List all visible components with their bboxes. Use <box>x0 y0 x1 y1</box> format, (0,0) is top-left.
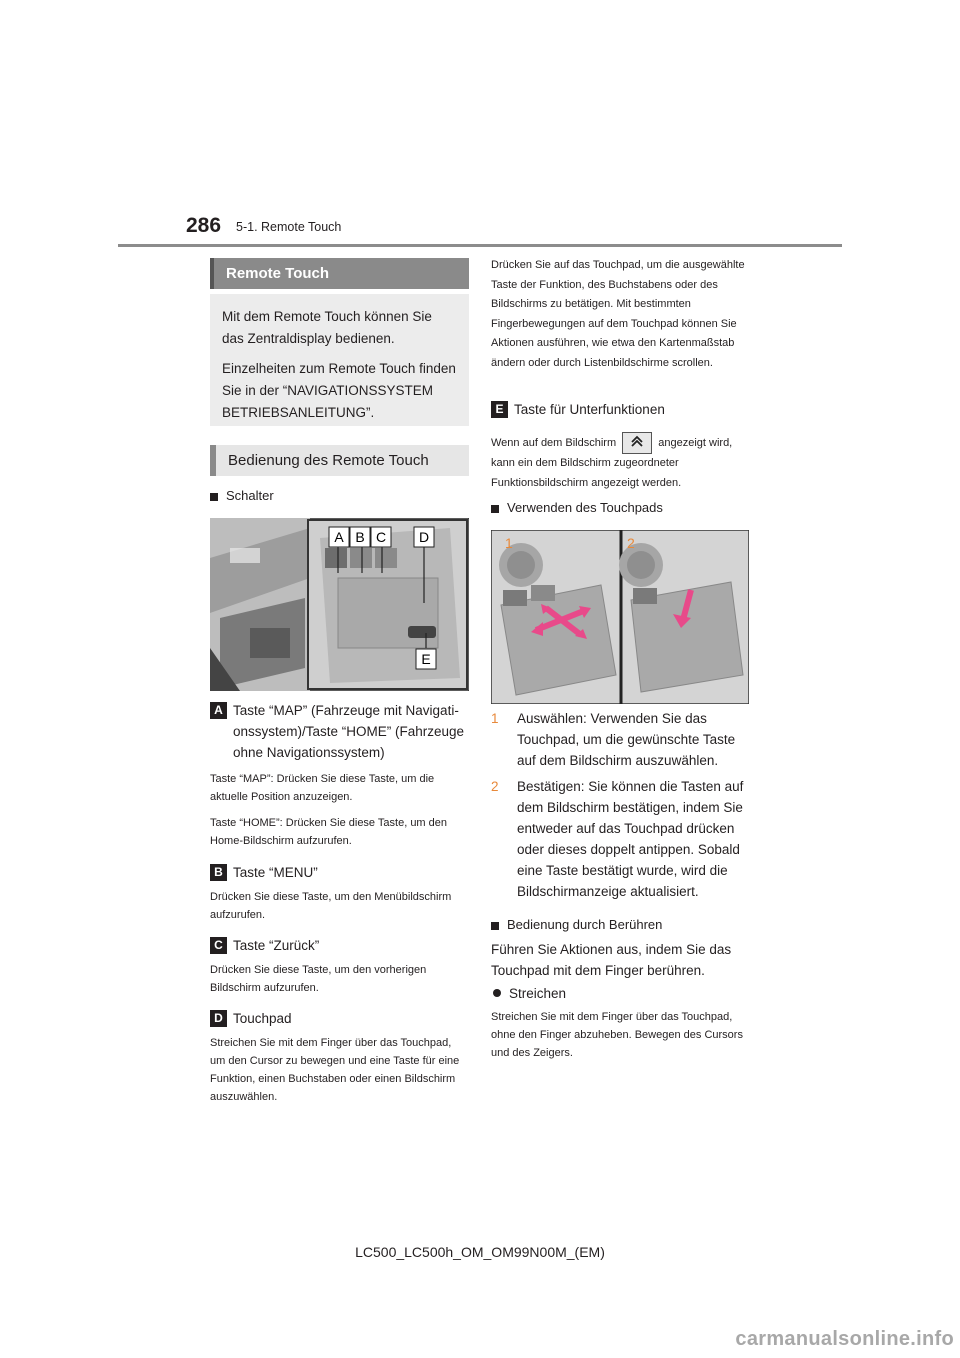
sub-function-icon <box>622 432 652 454</box>
step-2-number: 2 <box>491 779 499 794</box>
label-c: C <box>210 937 227 954</box>
bullet-streichen-text: Streichen <box>509 986 567 1001</box>
switches-figure <box>210 518 469 691</box>
touchpad-heading <box>491 500 663 515</box>
item-a-note-2: Taste “HOME”: Drücken Sie diese Taste, um den Home-Bildschirm aufzurufen. <box>210 817 448 847</box>
svg-text:A: A <box>334 529 344 545</box>
item-a-note-1: Taste “MAP”: Drücken Sie diese Taste, um die aktuelle Position anzuzeigen. <box>210 773 435 803</box>
figure-number-1: 1 <box>505 535 513 551</box>
item-a-title: Taste “MAP” (Fahrzeuge mit Navigationssystem)/Taste “HOME” (Fahrzeuge ohne Navigationssystem) <box>233 703 465 760</box>
item-b-title: Taste “MENU” <box>233 865 318 880</box>
square-bullet-icon <box>491 922 499 930</box>
touchpad-heading-text: Verwenden des Touchpads <box>507 500 663 515</box>
item-e <box>491 399 753 420</box>
intro-paragraph-2: Einzelheiten zum Remote Touch finden Sie in der “NAVIGATIONSSYSTEM BETRIEBSANLEITUNG”. <box>222 361 456 420</box>
label-d: D <box>210 1010 227 1027</box>
step-2 <box>491 776 753 902</box>
watermark: carmanualsonline.info <box>735 1328 954 1350</box>
step-1 <box>491 708 753 771</box>
figure-label-d <box>414 527 434 547</box>
svg-text:B: B <box>355 529 365 545</box>
item-e-note-before: Wenn auf dem Bildschirm <box>491 436 617 449</box>
item-d-title: Touchpad <box>233 1011 292 1026</box>
bullet-dot-icon <box>493 989 501 997</box>
touch-heading-text: Bedienung durch Berühren <box>507 917 663 932</box>
bullet-streichen <box>491 983 753 1004</box>
item-d <box>210 1008 472 1029</box>
svg-text:E: E <box>421 651 431 667</box>
label-e: E <box>491 401 508 418</box>
item-e-note-after: angezeigt wird, kann ein dem Bildschirm zugeordneter Funktionsbildschirm angezeigt werden. <box>491 436 733 489</box>
title-bar: Remote Touch <box>210 258 469 289</box>
step-2-text: Bestätigen: Sie können die Tasten auf dem Bildschirm bestätigen, indem Sie entweder auf das Touchpad drücken oder dieses doppelt antippen. Sobald eine Taste bestätigt wurde, wird die Bildschirmanzeige aktualisiert. <box>517 779 744 899</box>
bedienung-bar: Bedienung des Remote Touch <box>210 445 469 476</box>
section-title: 5-1. Remote Touch <box>236 220 342 234</box>
figure-label-a <box>329 527 349 547</box>
item-b <box>210 862 472 883</box>
intro-box <box>210 294 469 426</box>
switches-heading-text: Schalter <box>226 488 274 503</box>
step-1-number: 1 <box>491 711 499 726</box>
figure-number-2: 2 <box>627 535 635 551</box>
svg-text:C: C <box>375 529 387 545</box>
label-a: A <box>210 702 227 719</box>
item-c <box>210 935 472 956</box>
square-bullet-icon <box>491 505 499 513</box>
item-d-note: Streichen Sie mit dem Finger über das Touchpad, um den Cursor zu bewegen und eine Taste für eine Funktion, einen Buchstaben oder einen Bildschirm auszuwählen. <box>210 1037 460 1103</box>
square-bullet-icon <box>210 493 218 501</box>
touchpad-figure <box>491 530 749 704</box>
svg-text:D: D <box>418 529 430 545</box>
touch-heading <box>491 917 662 932</box>
item-b-note: Drücken Sie diese Taste, um den Menübildschirm aufzurufen. <box>210 891 452 921</box>
item-e-title: Taste für Unterfunktionen <box>514 402 665 417</box>
intro-paragraph-1: Mit dem Remote Touch können Sie das Zentraldisplay bedienen. <box>222 309 432 346</box>
d-continued-text: Drücken Sie auf das Touchpad, um die ausgewählte Taste der Funktion, des Buchstabens oder des Bildschirms zu betätigen. Mit bestimmten Fingerbewegungen auf dem Touchpad können Sie Aktionen ausführen, wie etwa den Kartenmaßstab ändern oder durch Listenbildschirme scrollen. <box>491 259 745 369</box>
page-number: 286 <box>186 214 222 237</box>
figure-label-c <box>371 527 391 547</box>
touch-text: Führen Sie Aktionen aus, indem Sie das Touchpad mit dem Finger berühren. <box>491 942 732 978</box>
figure-label-b <box>350 527 370 547</box>
switches-illustration <box>210 518 469 691</box>
document-code: LC500_LC500h_OM_OM99N00M_(EM) <box>355 1244 605 1260</box>
item-c-note: Drücken Sie diese Taste, um den vorherigen Bildschirm aufzurufen. <box>210 964 427 994</box>
item-e-note <box>491 432 753 493</box>
label-b: B <box>210 864 227 881</box>
touchpad-illustration <box>491 530 749 704</box>
step-1-text: Auswählen: Verwenden Sie das Touchpad, um die gewünschte Taste auf dem Bildschirm auszuwählen. <box>517 711 736 768</box>
header-rule <box>118 244 842 247</box>
bullet-note: Streichen Sie mit dem Finger über das Touchpad, ohne den Finger abzuheben. Bewegen des Cursors und des Zeigers. <box>491 1011 743 1059</box>
switches-heading <box>210 488 274 503</box>
figure-label-e <box>416 649 436 669</box>
item-c-title: Taste “Zurück” <box>233 938 320 953</box>
item-a <box>210 700 472 763</box>
